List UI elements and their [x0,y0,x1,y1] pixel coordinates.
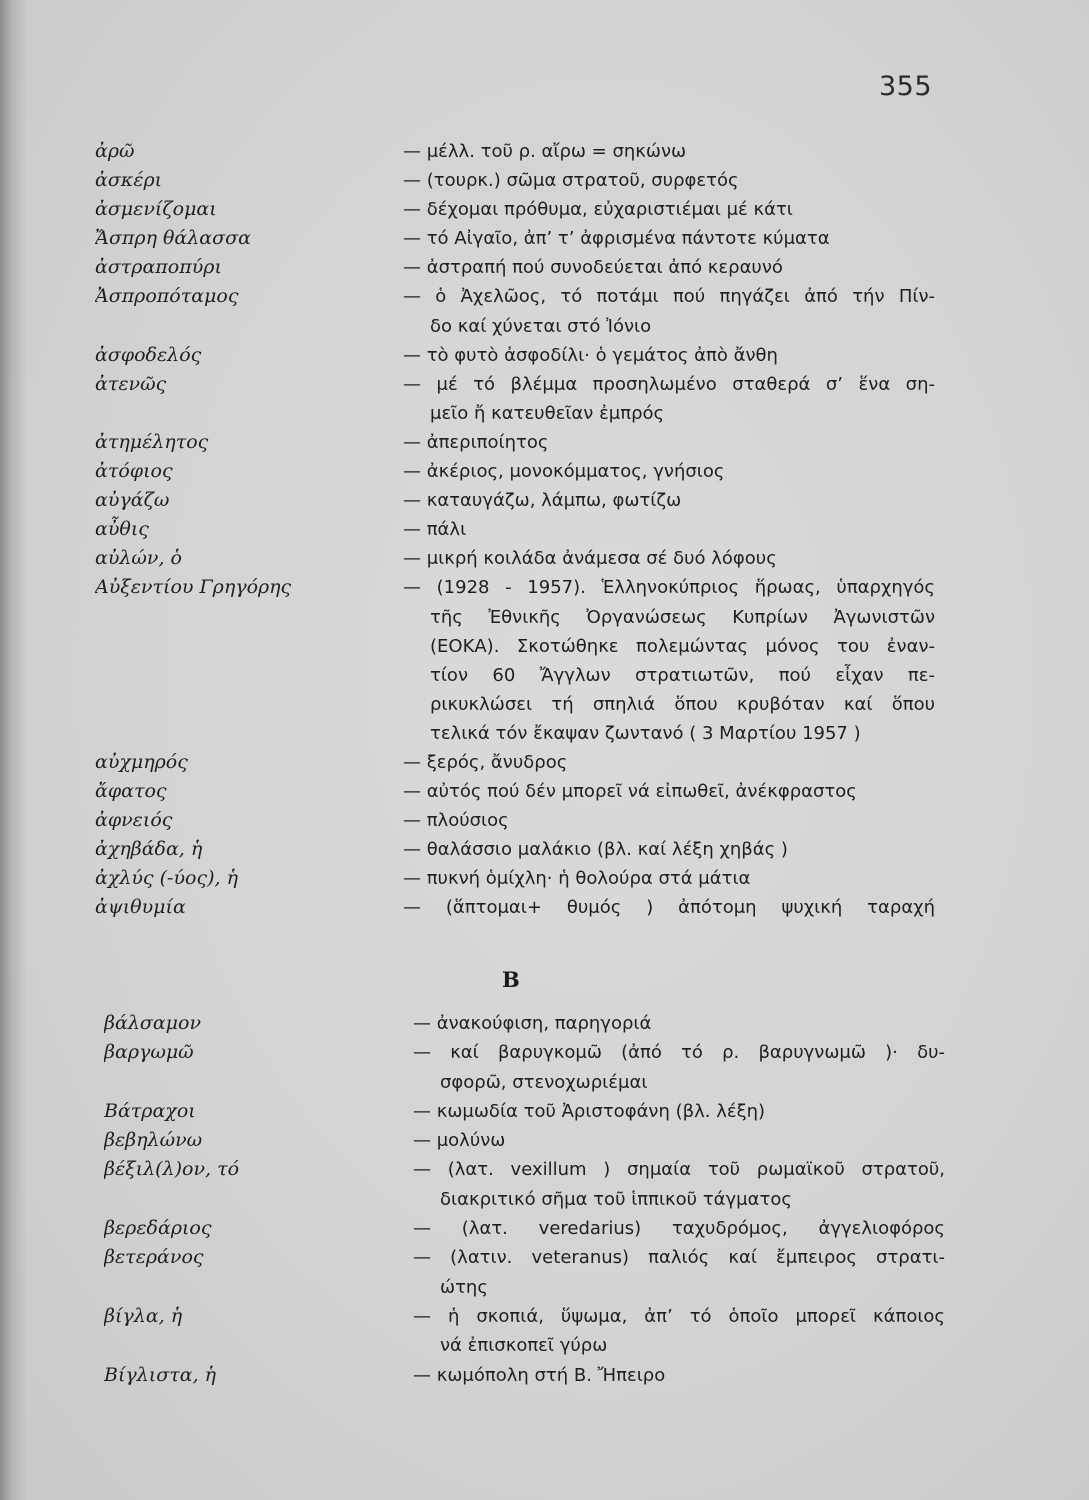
definition-line: — μολύνω [413,1130,506,1152]
entry-term: ἀσμενίζομαι [95,198,217,221]
definition-line: — ὁ Ἀχελῶος, τό ποτάμι πού πηγάζει ἀπό τήν Πίν- [403,286,935,308]
definition-line: τῆς Ἐθνικῆς Ὀργανώσεως Κυπρίων Ἀγωνιστῶν [430,606,935,628]
entry-term: Βίγλιστα, ἡ [104,1363,217,1386]
definition-line: — μέλλ. τοῦ ρ. αἴρω = σηκώνω [403,141,687,162]
glossary-section-beta [104,1009,945,1390]
entry-term: ἀτόφιος [95,460,173,483]
entry-definition [403,835,935,864]
page-number: 355 [879,71,933,102]
definition-line: — (ἅπτομαι+ θυμός ) ἀπότομη ψυχική ταραχή [403,897,935,919]
entry-definition [403,137,935,166]
entry-definition [403,806,935,835]
definition-line: — ἀστραπή πού συνοδεύεται ἀπό κεραυνό [403,257,783,279]
definition-line: δο καί χύνεται στό Ἰόνιο [430,315,652,337]
definition-line: — τό Αἰγαῖο, ἀπ’ τ’ ἀφρισμένα πάντοτε κύματα [403,228,830,250]
definition-line: διακριτικό σῆμα τοῦ ἱππικοῦ τάγματος [440,1188,792,1210]
definition-line: σφορῶ, στενοχωριέμαι [440,1071,648,1093]
entry-definition [403,253,935,282]
definition-line: — ἀκέριος, μονοκόμματος, γνήσιος [403,461,725,483]
glossary-entry [95,253,935,282]
glossary-entry [95,777,935,806]
entry-term: βετεράνος [104,1246,204,1269]
entry-definition [403,457,935,486]
entry-term: βαργωμῶ [104,1041,194,1064]
definition-line: — ἀνακούφιση, παρηγοριά [413,1013,652,1034]
glossary-entry [95,486,935,515]
definition-line: — θαλάσσιο μαλάκιο (βλ. καί λέξη χηβάς ) [403,839,788,861]
definition-line: μεῖο ἤ κατευθεῖαν ἐμπρός [430,402,665,424]
glossary-entry [95,341,935,370]
entry-term: αὐχμηρός [95,750,188,773]
entry-definition [403,486,935,515]
entry-definition [413,1009,945,1038]
glossary-entry [104,1302,945,1361]
entry-term: ἀρῶ [95,140,135,162]
entry-definition [403,428,935,457]
definition-line: — πάλι [403,519,467,541]
glossary-entry [104,1126,945,1155]
entry-definition [403,195,935,224]
entry-term: ἀσκέρι [95,169,163,192]
entry-term: βερεδάριος [104,1217,212,1240]
entry-definition [413,1097,945,1126]
entry-term: βέξιλ(λ)ον, τό [104,1158,240,1181]
entry-term: ἀψιθυμία [95,896,186,919]
definition-line: — (λατ. vexillum ) σημαία τοῦ ρωμαϊκοῦ στρατοῦ, [413,1159,945,1181]
entry-term: ἀτημέλητος [95,430,209,453]
entry-definition [403,748,935,777]
entry-definition [413,1038,945,1097]
definition-line: — (τουρκ.) σῶμα στρατοῦ, συρφετός [403,170,739,192]
entry-term: Αὐξεντίου Γρηγόρης [95,576,292,599]
entry-term: Ἀσπροπόταμος [95,285,239,308]
definition-line: — μέ τό βλέμμα προσηλωμένο σταθερά σ’ ἕνα ση- [403,373,935,395]
entry-term: ἀχηβάδα, ἡ [95,838,203,861]
glossary-entry [95,282,935,340]
entry-term: ἀχλύς (-ύος), ἡ [95,867,238,890]
glossary-entry [95,166,935,195]
glossary-entry [95,224,935,253]
glossary-entry [95,573,935,748]
section-heading-beta: Β [502,967,520,992]
glossary-section-alpha [95,137,935,923]
definition-line: ώτης [440,1276,488,1298]
definition-line: — (λατ. veredarius) ταχυδρόμος, ἀγγελιοφόρος [413,1218,945,1240]
entry-term: αὖθις [95,518,149,541]
glossary-entry [95,195,935,224]
entry-term: ἀστραποπύρι [95,256,222,279]
definition-line: — αὐτός πού δέν μπορεῖ νά εἰπωθεῖ, ἀνέκφραστος [403,781,857,803]
entry-definition [403,166,935,195]
entry-term: αὐγάζω [95,489,170,512]
entry-term: αὐλών, ὁ [95,547,182,570]
definition-line: — (λατιν. veteranus) παλιός καί ἔμπειρος στρατι- [413,1247,945,1269]
definition-line: (ΕΟΚΑ). Σκοτώθηκε πολεμώντας μόνος του ἐναν- [430,635,935,657]
entry-definition [403,544,935,573]
glossary-entry [95,748,935,777]
entry-definition [403,370,935,428]
entry-definition [413,1302,945,1361]
entry-term: Ἄσπρη θάλασσα [95,227,251,250]
definition-line: νά ἐπισκοπεῖ γύρω [440,1335,608,1357]
definition-line: — τὸ φυτὸ ἀσφοδίλι· ὁ γεμάτος ἀπὸ ἄνθη [403,344,778,366]
definition-line: — κωμόπολη στή Β. Ἤπειρο [413,1364,666,1386]
glossary-entry [104,1155,945,1214]
entry-definition [403,515,935,544]
entry-definition [403,224,935,253]
entry-definition [413,1155,945,1214]
entry-definition [403,341,935,370]
glossary-entry [104,1243,945,1302]
entry-definition [403,864,935,893]
entry-definition [403,282,935,340]
entry-term: ἀφνειός [95,809,173,832]
entry-definition [413,1214,945,1243]
glossary-entry [95,864,935,893]
definition-line: — καί βαρυγκομῶ (ἀπό τό ρ. βαρυγνωμῶ )· δυ- [413,1042,945,1064]
entry-term: ἄφατος [95,780,167,803]
definition-line: — πλούσιος [403,810,509,832]
definition-line: ρικυκλώσει τή σπηλιά ὅπου κρυβόταν καί ὅπου [430,693,935,715]
entry-definition [403,893,935,922]
definition-line: — δέχομαι πρόθυμα, εὐχαριστιέμαι μέ κάτι [403,199,793,221]
entry-definition [413,1243,945,1302]
book-fold-shadow [0,0,28,1500]
glossary-entry [104,1097,945,1126]
entry-definition [413,1126,945,1155]
definition-line: — (1928 - 1957). Ἑλληνοκύπριος ἥρωας, ὑπαρχηγός [403,577,935,599]
entry-definition [403,573,935,748]
glossary-entry [95,806,935,835]
entry-definition [403,777,935,806]
glossary-entry [104,1361,945,1390]
entry-term: βάλσαμον [104,1012,201,1034]
glossary-entry [104,1009,945,1038]
glossary-entry [95,428,935,457]
entry-term: Βάτραχοι [104,1099,196,1122]
glossary-entry [95,835,935,864]
glossary-entry [95,515,935,544]
glossary-entry [95,457,935,486]
entry-term: βίγλα, ἡ [104,1304,183,1327]
glossary-entry [104,1038,945,1097]
definition-line: τίον 60 Ἄγγλων στρατιωτῶν, πού εἶχαν πε- [430,664,935,686]
definition-line: — κωμωδία τοῦ Ἀριστοφάνη (βλ. λέξη) [413,1100,766,1122]
entry-term: ἀσφοδελός [95,343,202,366]
definition-line: — ξερός, ἄνυδρος [403,751,568,773]
entry-term: βεβηλώνω [104,1129,203,1152]
definition-line: — πυκνή ὁμίχλη· ἡ θολούρα στά μάτια [403,868,751,890]
definition-line: — μικρή κοιλάδα ἀνάμεσα σέ δυό λόφους [403,548,777,570]
definition-line: — ἀπεριποίητος [403,431,549,453]
glossary-entry [104,1214,945,1243]
glossary-entry [95,370,935,428]
glossary-entry [95,544,935,573]
definition-line: τελικά τόν ἔκαψαν ζωντανό ( 3 Μαρτίου 1957 ) [430,722,861,744]
entry-definition [413,1361,945,1390]
glossary-entry [95,893,935,922]
definition-line: — ἡ σκοπιά, ὕψωμα, ἀπ’ τό ὁποῖο μπορεῖ κάποιος [413,1305,945,1327]
definition-line: — καταυγάζω, λάμπω, φωτίζω [403,490,682,512]
glossary-entry [95,137,935,166]
entry-term: ἀτενῶς [95,372,167,395]
